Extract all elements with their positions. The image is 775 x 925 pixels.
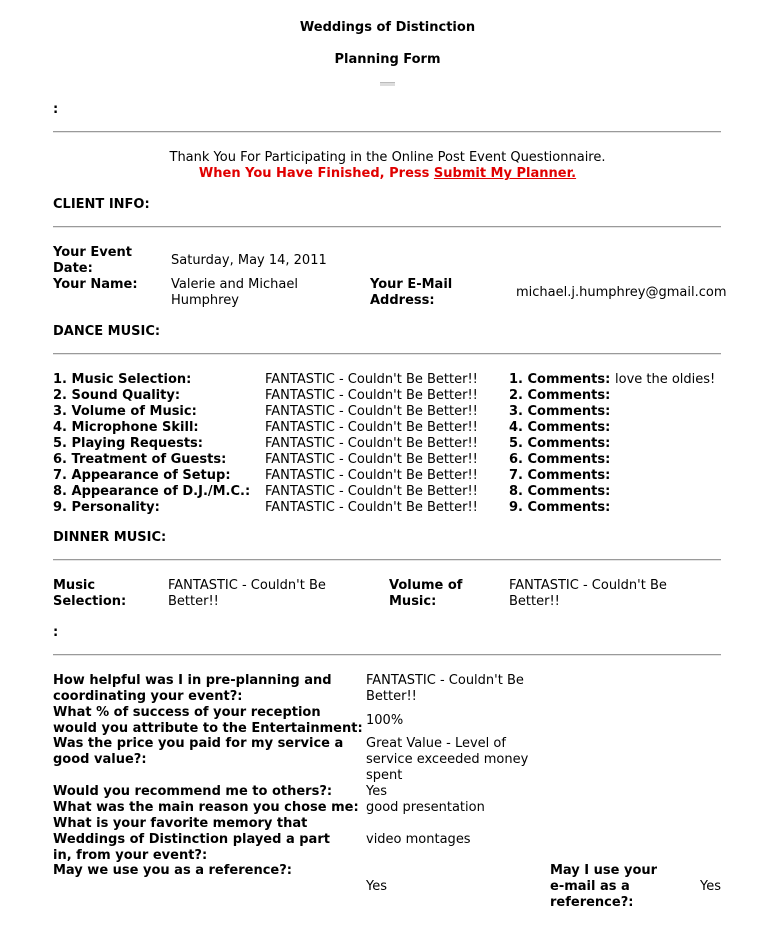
q-reference-label: May we use you as a reference?:: [53, 863, 292, 878]
row-rating: FANTASTIC - Couldn't Be Better!!: [265, 372, 478, 387]
row-comment-label: 9. Comments:: [509, 500, 611, 515]
dance-music-heading: DANCE MUSIC:: [53, 324, 161, 339]
dinner-volume-label: Volume of Music:: [389, 578, 463, 609]
dinner-selection-value: FANTASTIC - Couldn't Be Better!!: [168, 578, 326, 609]
submit-planner-link[interactable]: Submit My Planner.: [433, 166, 577, 181]
client-info-heading: CLIENT INFO:: [53, 197, 150, 212]
row-comment-label: 7. Comments:: [509, 468, 611, 483]
divider: [53, 559, 721, 561]
table-row: [53, 404, 733, 420]
row-label: 8. Appearance of D.J./M.C.:: [53, 484, 251, 499]
row-rating: FANTASTIC - Couldn't Be Better!!: [265, 468, 478, 483]
row-rating: FANTASTIC - Couldn't Be Better!!: [265, 404, 478, 419]
table-row: [53, 388, 733, 404]
row-comment-label: 2. Comments:: [509, 388, 611, 403]
colon-label: :: [53, 625, 59, 640]
row-label: 7. Appearance of Setup:: [53, 468, 231, 483]
row-label: 9. Personality:: [53, 500, 160, 515]
form-subtitle: Planning Form: [334, 52, 441, 67]
dance-music-table: [53, 372, 733, 516]
row-label: 5. Playing Requests:: [53, 436, 203, 451]
q-success-value: 100%: [366, 713, 404, 728]
email-value: michael.j.humphrey@gmail.com: [516, 285, 727, 300]
q-price-value: Great Value - Level of service exceeded money spent: [366, 736, 529, 783]
divider: [53, 131, 721, 133]
divider: [53, 654, 721, 656]
dinner-volume-value: FANTASTIC - Couldn't Be Better!!: [509, 578, 667, 609]
table-row: [53, 500, 733, 516]
row-comment-label: 1. Comments:: [509, 372, 611, 387]
row-comment-label: 3. Comments:: [509, 404, 611, 419]
q-recommend-value: Yes: [366, 784, 387, 799]
colon-label: :: [53, 102, 59, 117]
row-label: 1. Music Selection:: [53, 372, 192, 387]
divider: [53, 226, 721, 228]
q-preplanning-label: How helpful was I in pre-planning and coordinating your event?:: [53, 673, 332, 704]
q-memory-label: What is your favorite memory that Weddings of Distinction played a part in, from your event?:: [53, 816, 330, 863]
intro-instruction-text: When You Have Finished, Press: [198, 166, 434, 181]
q-price-label: Was the price you paid for my service a good value?:: [53, 736, 344, 767]
event-date-label: Your Event Date:: [53, 245, 132, 276]
q-preplanning-value: FANTASTIC - Couldn't Be Better!!: [366, 673, 524, 704]
q-recommend-label: Would you recommend me to others?:: [53, 784, 333, 799]
row-rating: FANTASTIC - Couldn't Be Better!!: [265, 436, 478, 451]
row-comment: love the oldies!: [615, 372, 716, 387]
intro-instruction: [0, 166, 775, 181]
table-row: [53, 372, 733, 388]
table-row: [53, 420, 733, 436]
row-rating: FANTASTIC - Couldn't Be Better!!: [265, 452, 478, 467]
table-row: [53, 484, 733, 500]
row-label: 2. Sound Quality:: [53, 388, 181, 403]
q-email-reference-value: Yes: [700, 879, 721, 894]
row-rating: FANTASTIC - Couldn't Be Better!!: [265, 420, 478, 435]
intro-text: Thank You For Participating in the Online Post Event Questionnaire.: [169, 150, 606, 165]
q-email-reference-label: May I use your e-mail as a reference?:: [550, 863, 658, 910]
row-comment-label: 8. Comments:: [509, 484, 611, 499]
email-label: Your E-Mail Address:: [370, 277, 453, 308]
dinner-selection-label: Music Selection:: [53, 578, 127, 609]
row-rating: FANTASTIC - Couldn't Be Better!!: [265, 484, 478, 499]
table-row: [53, 436, 733, 452]
event-date-value: Saturday, May 14, 2011: [171, 253, 327, 268]
row-label: 6. Treatment of Guests:: [53, 452, 227, 467]
q-reference-value: Yes: [366, 879, 387, 894]
row-rating: FANTASTIC - Couldn't Be Better!!: [265, 500, 478, 515]
name-value: Valerie and Michael Humphrey: [171, 277, 298, 308]
q-reason-value: good presentation: [366, 800, 485, 815]
row-label: 4. Microphone Skill:: [53, 420, 199, 435]
q-success-label: What % of success of your reception would you attribute to the Entertainment:: [53, 705, 363, 736]
name-label: Your Name:: [53, 277, 138, 292]
table-row: [53, 452, 733, 468]
dinner-music-heading: DINNER MUSIC:: [53, 530, 167, 545]
divider-handle: [380, 82, 395, 86]
row-comment-label: 6. Comments:: [509, 452, 611, 467]
table-row: [53, 468, 733, 484]
row-comment-label: 4. Comments:: [509, 420, 611, 435]
q-memory-value: video montages: [366, 832, 471, 847]
row-comment-label: 5. Comments:: [509, 436, 611, 451]
q-reason-label: What was the main reason you chose me:: [53, 800, 359, 815]
row-rating: FANTASTIC - Couldn't Be Better!!: [265, 388, 478, 403]
row-label: 3. Volume of Music:: [53, 404, 197, 419]
form-title: Weddings of Distinction: [299, 20, 476, 35]
divider: [53, 353, 721, 355]
